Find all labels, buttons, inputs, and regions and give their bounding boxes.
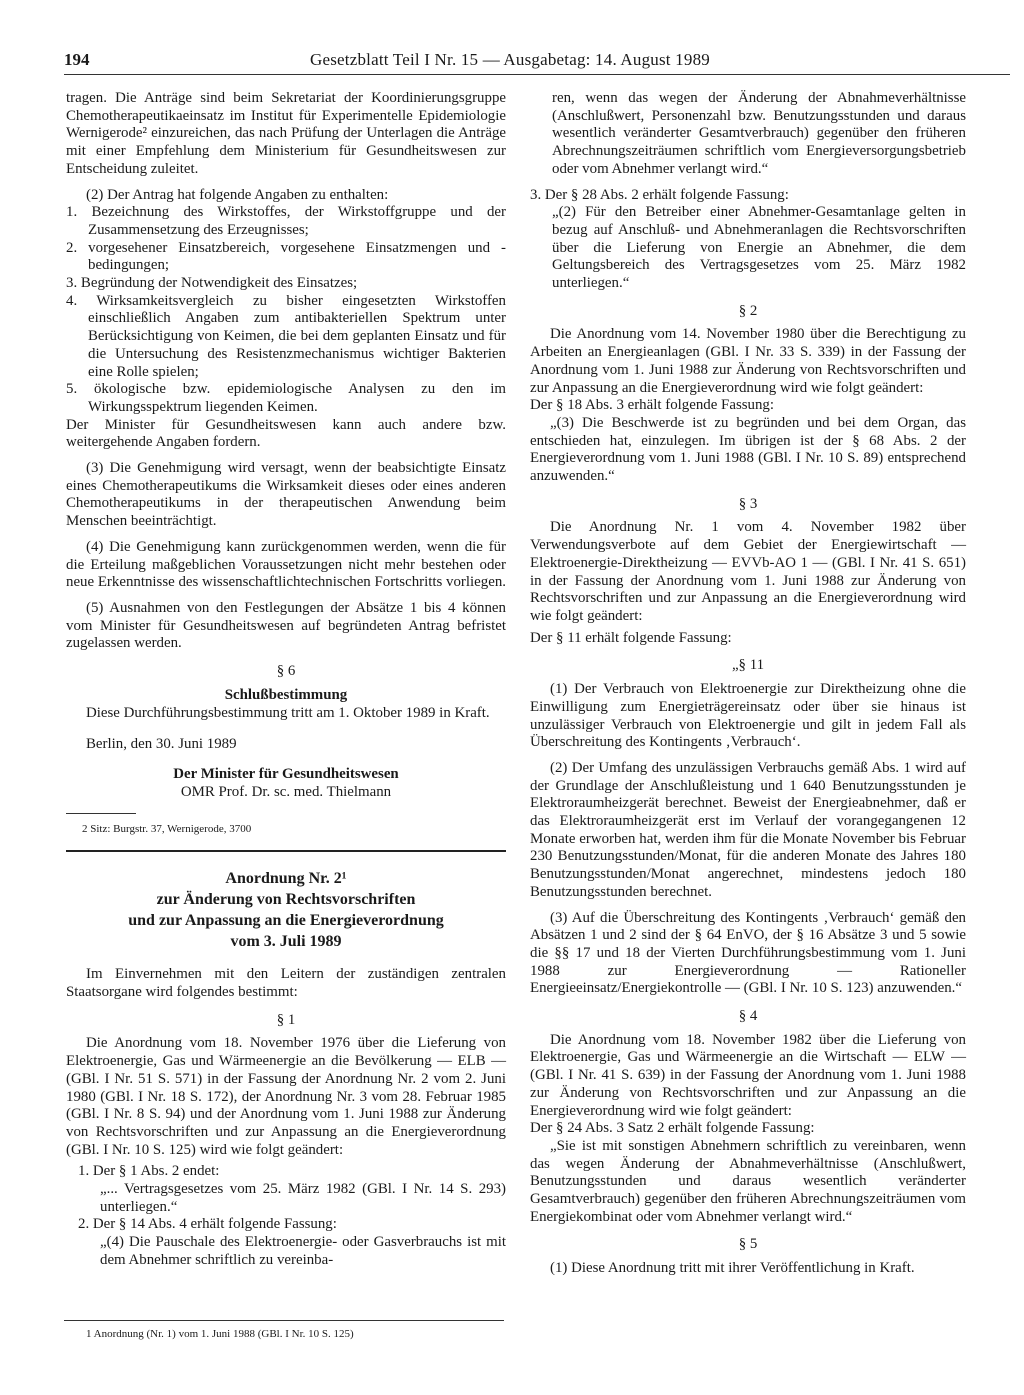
paragraph: Die Anordnung vom 18. November 1982 über die Lieferung von Elektroenergie, Gas und Wärmeenergie an die Wirtschaft — ELW — (GBl. I Nr. 41 S. 639) in der Fassung der Anordnung vom 1. Juni 1988 zur Änderung von Rechtsvorschriften und zur Anpassung an die Energieverordnung wird wie folgt geändert:: [530, 1031, 966, 1119]
footnote: 1 Anordnung (Nr. 1) vom 1. Juni 1988 (GBl. I Nr. 10 S. 125): [86, 1328, 354, 1340]
list-item: 2. vorgesehener Einsatzbereich, vorgesehene Einsatzmengen und -bedingungen;: [66, 239, 506, 274]
list-item: 1. Der § 1 Abs. 2 endet:: [78, 1163, 220, 1180]
page-number: 194: [64, 50, 90, 69]
paragraph: Der § 11 erhält folgende Fassung:: [530, 629, 732, 646]
header-rule: [64, 74, 1010, 75]
section-separator: [66, 850, 506, 852]
ordinance-title: und zur Anpassung an die Energieverordnung: [128, 912, 444, 930]
paragraph: Diese Durchführungsbestimmung tritt am 1. Oktober 1989 in Kraft.: [86, 704, 490, 721]
paragraph: (1) Diese Anordnung tritt mit ihrer Veröffentlichung in Kraft.: [550, 1260, 915, 1277]
ordinance-title: Anordnung Nr. 2¹: [225, 870, 347, 888]
section-title: Schlußbestimmung: [224, 686, 348, 703]
paragraph: (5) Ausnahmen von den Festlegungen der Absätze 1 bis 4 können vom Minister für Gesundheitswesen auf begründeten Antrag befristet zugelassen werden.: [66, 599, 506, 652]
list-item: 1. Bezeichnung des Wirkstoffes, der Wirkstoffgruppe und der Zusammensetzung des Erzeugnisses;: [66, 204, 506, 238]
quote: „(3) Die Beschwerde ist zu begründen und bei dem Organ, das entschieden hat, einzulegen. Im übrigen ist der § 68 Abs. 2 der Energieverordnung vom 1. Juni 1988 (GBl. I Nr. 10 S. 89) entsprechend anzuwenden.“: [530, 414, 966, 485]
section-heading: § 3: [738, 495, 758, 512]
place-date: Berlin, den 30. Juni 1989: [86, 736, 237, 753]
paragraph: (2) Der Umfang des unzulässigen Verbrauchs gemäß Abs. 1 wird auf der Grundlage der Anschlußleistung und 1 640 Benutzungsstunden je Elektroraumheizgerät berechnet. Beweist der Energieabnehmer, daß er das Elektroraumheizgerät erst im Verlauf der vorangegangenen 12 Monate erworben hat, werden ihm für die Monate November bis Februar 230 Benutzungsstunden/Monat, für die anderen Monate des Jahres 180 Benutzungsstunden/Monat angerechnet, mindestens jedoch 180 Benutzungsstunden berechnet.: [530, 759, 966, 900]
paragraph: (3) Die Genehmigung wird versagt, wenn der beabsichtigte Einsatz eines Chemotherapeutikums die Wirksamkeit dieses oder eines anderen Chemotherapeutikums in der therapeutischen Anwendung beim Menschen beeinträchtigt.: [66, 460, 506, 530]
paragraph: Der Minister für Gesundheitswesen kann auch andere bzw. weitergehende Angaben fordern.: [66, 416, 506, 451]
section-heading: „§ 11: [731, 657, 765, 674]
paragraph: Im Einvernehmen mit den Leitern der zuständigen zentralen Staatsorgane wird folgendes bestimmt:: [66, 966, 506, 1001]
footnote-rule: [64, 1320, 504, 1321]
section-heading: § 2: [738, 302, 758, 319]
paragraph: Die Anordnung Nr. 1 vom 4. November 1982 über Verwendungsverbote auf dem Gebiet der Energiewirtschaft — Elektroenergie-Direktheizung — EVVb-AO 1 — (GBl. I Nr. 41 S. 651) in der Fassung der Anordnung vom 1. Juni 1988 zur Änderung von Rechtsvorschriften und zur Anpassung an die Energieverordnung wird wie folgt geändert:: [530, 519, 966, 624]
section-heading: § 4: [738, 1008, 758, 1025]
list-item: 3. Der § 28 Abs. 2 erhält folgende Fassung:: [530, 186, 789, 203]
footnote-rule: [66, 813, 136, 814]
quote: ren, wenn das wegen der Änderung der Abnahmeverhältnisse (Anschlußwert, Personenzahl bzw. Benutzungsstunden und daraus wesentlich veränderter Gesamtverbrauch) gegenüber den früheren Abrechnungszeiträumen schriftlich vom Energieversorgungsbetrieb oder vom Abnehmer verlangt wird.“: [552, 90, 966, 177]
paragraph: (4) Die Genehmigung kann zurückgenommen werden, wenn die für die Erteilung maßgeblichen Voraussetzungen nicht mehr bestehen oder neue Erkenntnisse des wissenschaftlichtechnischen Fortschritts vorliegen.: [66, 538, 506, 591]
list-item: 2. Der § 14 Abs. 4 erhält folgende Fassung:: [78, 1216, 337, 1233]
quote: „... Vertragsgesetzes vom 25. März 1982 (GBl. I Nr. 14 S. 293) unterliegen.“: [100, 1181, 506, 1215]
list-item: 4. Wirksamkeitsvergleich zu bisher eingesetzten Wirkstoffen einschließlich Angaben zum antibakteriellen Spektrum unter Berücksichtigung von Keimen, die bei dem geplanten Einsatz und für die Untersuchung des Resistenzmechanismus wichtiger Bakterien eine Rolle spielen;: [66, 292, 506, 380]
section-heading: § 1: [276, 1011, 296, 1028]
paragraph: (2) Der Antrag hat folgende Angaben zu enthalten:: [86, 186, 389, 203]
section-heading: § 6: [276, 663, 296, 680]
ordinance-title: zur Änderung von Rechtsvorschriften: [156, 891, 416, 909]
right-column: [530, 90, 966, 1278]
signer-name: OMR Prof. Dr. sc. med. Thielmann: [180, 783, 392, 800]
paragraph: Der § 18 Abs. 3 erhält folgende Fassung:: [530, 397, 775, 414]
list-item: 5. ökologische bzw. epidemiologische Analysen zu den im Wirkungsspektrum liegenden Keimen.: [66, 381, 506, 415]
paragraph: Die Anordnung vom 14. November 1980 über die Berechtigung zu Arbeiten an Energieanlagen (GBl. I Nr. 33 S. 339) in der Fassung der Anordnung vom 1. Juni 1988 zur Änderung von Rechtsvorschriften und zur Anpassung an die Energieverordnung wird wie folgt geändert:: [530, 326, 966, 396]
list-item: 3. Begründung der Notwendigkeit des Einsatzes;: [66, 275, 358, 292]
running-header: Gesetzblatt Teil I Nr. 15 — Ausgabetag: 14. August 1989: [310, 50, 710, 69]
quote: „Sie ist mit sonstigen Abnehmern schriftlich zu vereinbaren, wenn das wegen Änderung der Abnahmeverhältnisse (Anschlußwert, Benutzungsstunden und daraus wesentlich veränderter Gesamtverbrauch) gegenüber den früheren Abrechnungszeiträumen vom Energiekombinat oder vom Abnehmer verlangt wird.“: [530, 1137, 966, 1225]
ordinance-date: vom 3. Juli 1989: [230, 933, 342, 951]
paragraph: (3) Auf die Überschreitung des Kontingents ‚Verbrauch‘ gemäß den Absätzen 1 und 2 sind der § 64 EnVO, der § 16 Absätze 3 und 5 sowie die §§ 17 und 18 der Vierten Durchführungsbestimmung vom 1. Juni 1988 zur Energieverordnung — Rationeller Energieeinsatz/Energiekontrolle — (GBl. I Nr. 10 S. 123) anzuwenden.“: [530, 909, 966, 997]
paragraph: Der § 24 Abs. 3 Satz 2 erhält folgende Fassung:: [530, 1120, 815, 1137]
minister-title: Der Minister für Gesundheitswesen: [173, 765, 399, 782]
quote: „(4) Die Pauschale des Elektroenergie- oder Gasverbrauchs ist mit dem Abnehmer schriftlich zu vereinba-: [100, 1234, 506, 1268]
footnote: 2 Sitz: Burgstr. 37, Wernigerode, 3700: [82, 823, 252, 836]
quote: „(2) Für den Betreiber einer Abnehmer-Gesamtanlage gelten in bezug auf Anschluß- und Abnehmeranlagen die Rechtsvorschriften über die Lieferung von Energie an Abnehmer, die dem Geltungsbereich des Vertragsgesetzes vom 25. März 1982 unterliegen.“: [552, 204, 966, 292]
paragraph: (1) Der Verbrauch von Elektroenergie zur Direktheizung ohne die Einwilligung zum Energieträgereinsatz oder über sie hinaus ist unzulässiger Verbrauch von Elektroenergie und gilt in jedem Fall als Überschreitung des Kontingents ‚Verbrauch‘.: [530, 681, 966, 751]
paragraph: tragen. Die Anträge sind beim Sekretariat der Koordinierungsgruppe Chemotherapeutikaeinsatz im Institut für Experimentelle Epidemiologie Wernigerode² einzureichen, das nach Prüfung der Unterlagen die Anträge mit einer Empfehlung dem Ministerium für Gesundheitswesen zur Entscheidung zuleitet.: [66, 90, 506, 177]
left-column: [66, 90, 506, 1270]
requirements-list: [66, 204, 506, 416]
section-heading: § 5: [738, 1236, 758, 1253]
paragraph: Die Anordnung vom 18. November 1976 über die Lieferung von Elektroenergie, Gas und Wärmeenergie an die Bevölkerung — ELB — (GBl. I Nr. 51 S. 571) in der Fassung der Anordnung Nr. 2 vom 2. Juni 1980 (GBl. I Nr. 18 S. 172), der Anordnung Nr. 3 vom 28. Februar 1985 (GBl. I Nr. 8 S. 94) und der Anordnung vom 1. Juni 1988 zur Änderung von Rechtsvorschriften und zur Anpassung an die Energieverordnung (GBl. I Nr. 10 S. 125) wird wie folgt geändert:: [66, 1035, 506, 1158]
